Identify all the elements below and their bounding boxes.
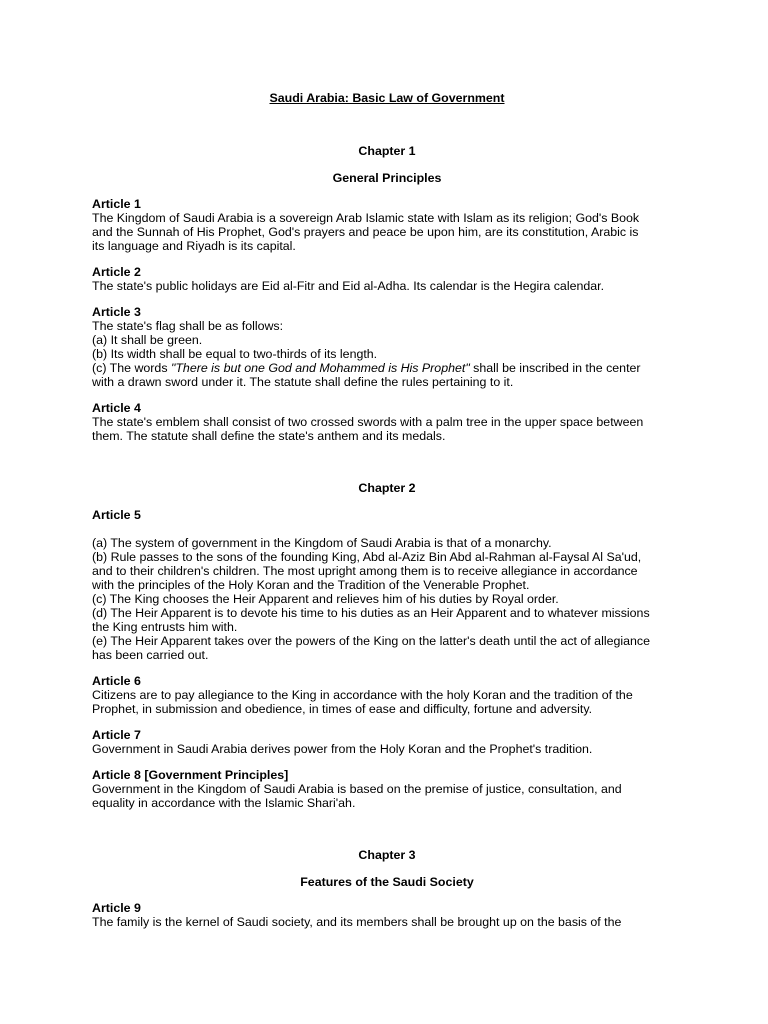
article-8	[92, 768, 682, 810]
chapter-heading: Chapter 2	[358, 481, 416, 495]
article-text-line: with the principles of the Holy Koran and the Tradition of the Venerable Prophet.	[92, 578, 530, 592]
article-text-line: (a) The system of government in the Kingdom of Saudi Arabia is that of a monarchy.	[92, 536, 552, 550]
article-heading: Article 1	[92, 197, 141, 211]
article-text-line: The family is the kernel of Saudi society, and its members shall be brought up on the basis of the	[92, 915, 622, 929]
article-heading: Article 3	[92, 305, 141, 319]
chapter-3	[92, 848, 682, 929]
article-text-line: (b) Rule passes to the sons of the founding King, Abd al-Aziz Bin Abd al-Rahman al-Faysal Al Sa'ud,	[92, 550, 642, 564]
article-text-line: (c) The King chooses the Heir Apparent and relieves him of his duties by Royal order.	[92, 592, 559, 606]
article-6	[92, 674, 682, 716]
chapter-subtitle: General Principles	[332, 171, 442, 185]
article-text-line: and the Sunnah of His Prophet, God's prayers and peace be upon him, are its constitution, Arabic is	[92, 225, 639, 239]
article-heading: Article 6	[92, 674, 141, 688]
article-text-line: them. The statute shall define the state's anthem and its medals.	[92, 429, 446, 443]
quoted-words: "There is but one God and Mohammed is His Prophet"	[170, 361, 470, 375]
chapter-heading: Chapter 3	[358, 848, 416, 862]
article-text-fragment: shall be inscribed in the center	[469, 361, 641, 375]
blank-line	[92, 522, 682, 536]
chapter-1	[92, 144, 682, 443]
article-9	[92, 901, 682, 929]
article-text-line: the King entrusts him with.	[92, 620, 238, 634]
document-title: Saudi Arabia: Basic Law of Government	[269, 91, 505, 105]
article-text-line: its language and Riyadh is its capital.	[92, 239, 296, 253]
article-text-line: with a drawn sword under it. The statute shall define the rules pertaining to it.	[92, 375, 514, 389]
article-1	[92, 197, 682, 253]
article-7	[92, 728, 682, 756]
article-text-line: (d) The Heir Apparent is to devote his time to his duties as an Heir Apparent and to whatever missions	[92, 606, 650, 620]
article-heading: Article 2	[92, 265, 141, 279]
article-text-line: and to their children's children. The most upright among them is to receive allegiance in accordance	[92, 564, 638, 578]
chapter-subtitle: Features of the Saudi Society	[300, 875, 474, 889]
chapter-2	[92, 481, 682, 810]
article-text-line: The state's public holidays are Eid al-Fitr and Eid al-Adha. Its calendar is the Hegira calendar.	[92, 279, 605, 293]
article-text-line: Citizens are to pay allegiance to the King in accordance with the holy Koran and the tradition of the	[92, 688, 633, 702]
article-5	[92, 508, 682, 662]
article-text-line: The Kingdom of Saudi Arabia is a sovereign Arab Islamic state with Islam as its religion; God's Book	[92, 211, 640, 225]
article-heading: Article 4	[92, 401, 141, 415]
article-3	[92, 305, 682, 389]
article-text-line: The state's emblem shall consist of two crossed swords with a palm tree in the upper space between	[92, 415, 644, 429]
article-heading: Article 8 [Government Principles]	[92, 768, 289, 782]
chapter-heading: Chapter 1	[358, 144, 416, 158]
document-content	[92, 91, 682, 929]
article-heading: Article 5	[92, 508, 141, 522]
article-heading: Article 7	[92, 728, 141, 742]
article-text-line	[92, 361, 682, 375]
article-text-line: equality in accordance with the Islamic Shari'ah.	[92, 796, 356, 810]
article-4	[92, 401, 682, 443]
article-text-fragment: (c) The words	[92, 361, 171, 375]
article-heading: Article 9	[92, 901, 141, 915]
article-text-line: Government in the Kingdom of Saudi Arabia is based on the premise of justice, consultation, and	[92, 782, 622, 796]
article-text-line: (e) The Heir Apparent takes over the powers of the King on the latter's death until the act of allegiance	[92, 634, 650, 648]
article-text-line: has been carried out.	[92, 648, 209, 662]
article-text-line: Government in Saudi Arabia derives power from the Holy Koran and the Prophet's tradition.	[92, 742, 593, 756]
article-text-line: (b) Its width shall be equal to two-thirds of its length.	[92, 347, 378, 361]
article-text-line: Prophet, in submission and obedience, in times of ease and difficulty, fortune and adversity.	[92, 702, 593, 716]
article-text-line: (a) It shall be green.	[92, 333, 203, 347]
article-2	[92, 265, 682, 293]
article-text-line: The state's flag shall be as follows:	[92, 319, 284, 333]
